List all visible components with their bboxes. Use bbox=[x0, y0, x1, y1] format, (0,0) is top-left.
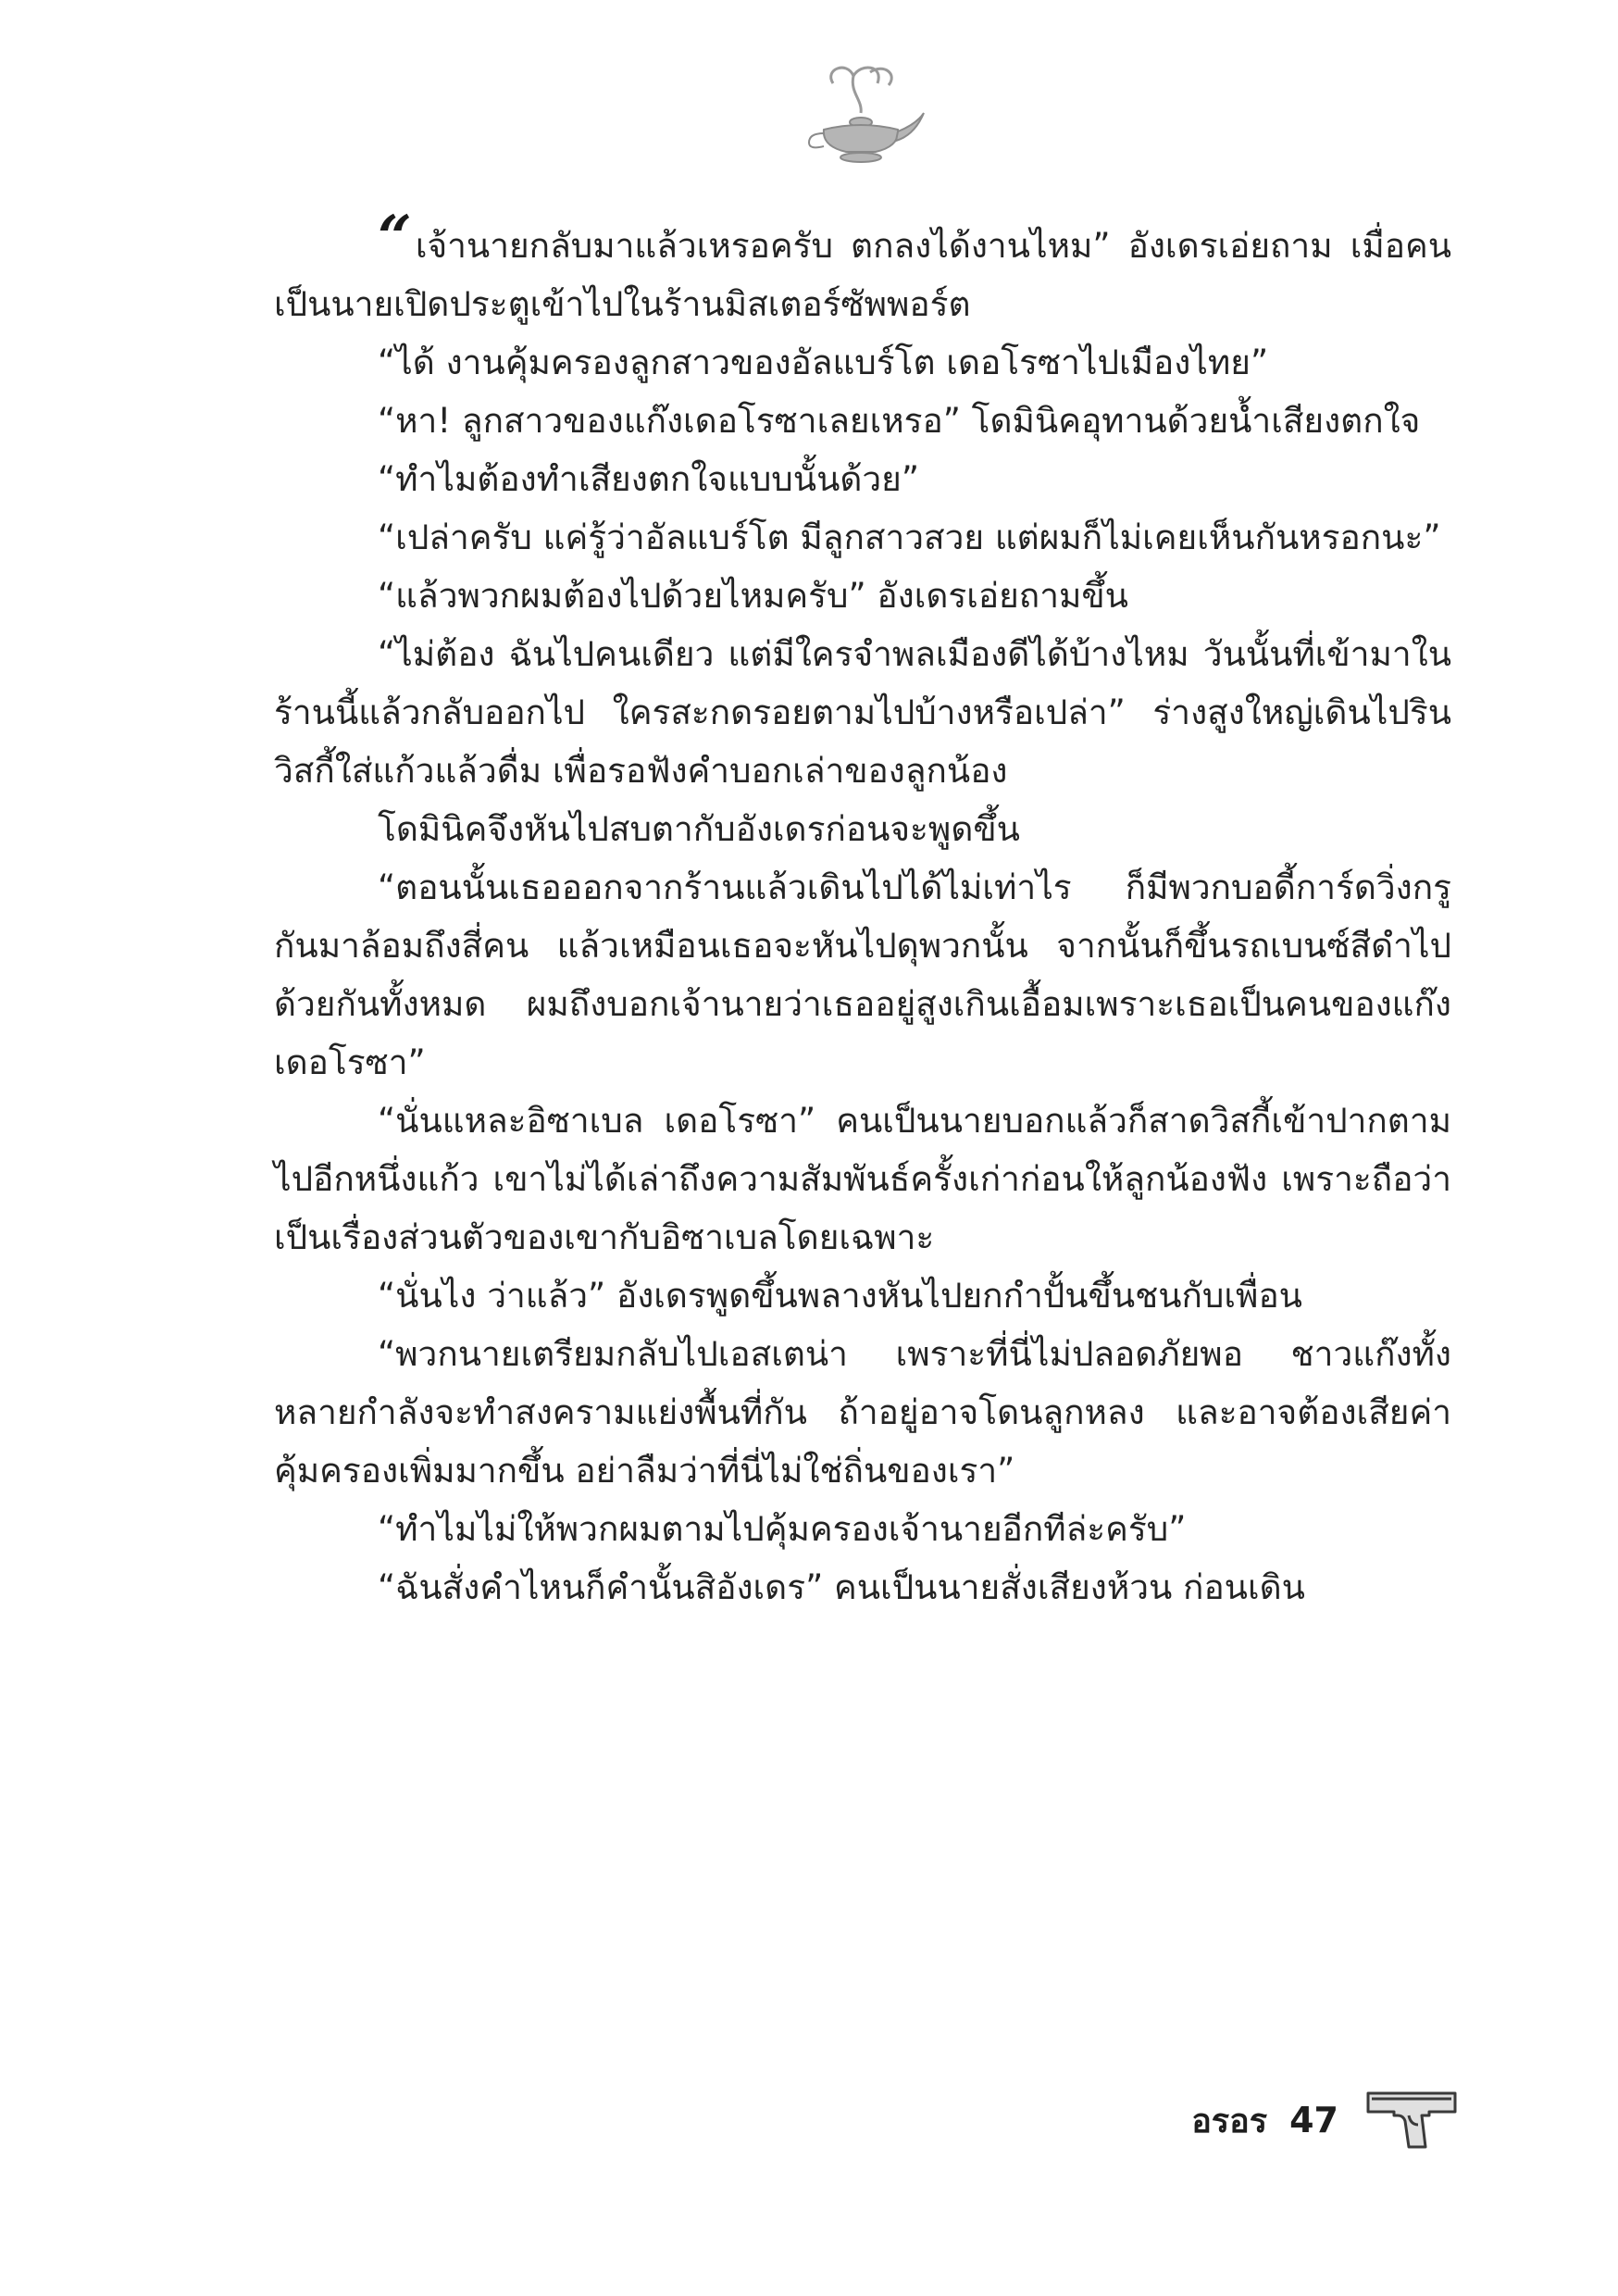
page-footer bbox=[1191, 2088, 1461, 2152]
genie-lamp-icon bbox=[796, 56, 926, 167]
paragraph: “หา! ลูกสาวของแก๊งเดอโรซาเลยเหรอ” โดมินิคอุทานด้วยน้ำเสียงตกใจ bbox=[378, 401, 1421, 441]
paragraph bbox=[274, 203, 1451, 333]
paragraph: “นั่นไง ว่าแล้ว” อังเดรพูดขึ้นพลางหันไปยกกำปั้นขึ้นชนกับเพื่อน bbox=[378, 1276, 1302, 1316]
paragraph: “ทำไมต้องทำเสียงตกใจแบบนั้นด้วย” bbox=[378, 459, 920, 499]
paragraph: “ไม่ต้อง ฉันไปคนเดียว แต่มีใครจำพลเมืองดีได้บ้างไหม วันนั้นที่เข้ามาในร้านนี้แล้วกลับออกไป ใครสะกดรอยตามไปบ้างหรือเปล่า” ร่างสูงใหญ่เดินไปรินวิสกี้ใส่แก้วแล้วดื่ม เพื่อรอฟังคำบอกเล่าของลูกน้อง bbox=[274, 634, 1451, 791]
paragraph: โดมินิคจึงหันไปสบตากับอังเดรก่อนจะพูดขึ้น bbox=[378, 809, 1020, 849]
opening-quote-mark: “ bbox=[378, 203, 412, 272]
body-text bbox=[274, 203, 1451, 1616]
page-number: 47 bbox=[1289, 2100, 1338, 2140]
paragraph: “ได้ งานคุ้มครองลูกสาวของอัลแบร์โต เดอโรซาไปเมืองไทย” bbox=[378, 343, 1269, 382]
paragraph: “ฉันสั่งคำไหนก็คำนั้นสิอังเดร” คนเป็นนายสั่งเสียงห้วน ก่อนเดิน bbox=[378, 1567, 1305, 1607]
paragraph: “เปล่าครับ แค่รู้ว่าอัลแบร์โต มีลูกสาวสวย แต่ผมก็ไม่เคยเห็นกันหรอกนะ” bbox=[378, 518, 1441, 557]
paragraph: “นั่นแหละอิซาเบล เดอโรซา” คนเป็นนายบอกแล้วก็สาดวิสกี้เข้าปากตามไปอีกหนึ่งแก้ว เขาไม่ได้เล่าถึงความสัมพันธ์ครั้งเก่าก่อนให้ลูกน้องฟัง เพราะถือว่าเป็นเรื่องส่วนตัวของเขากับอิซาเบลโดยเฉพาะ bbox=[274, 1101, 1451, 1257]
paragraph: “ตอนนั้นเธอออกจากร้านแล้วเดินไปได้ไม่เท่าไร ก็มีพวกบอดี้การ์ดวิ่งกรูกันมาล้อมถึงสี่คน แล้วเหมือนเธอจะหันไปดุพวกนั้น จากนั้นก็ขึ้นรถเบนซ์สีดำไปด้วยกันทั้งหมด ผมถึงบอกเจ้านายว่าเธออยู่สูงเกินเอื้อมเพราะเธอเป็นคนของแก๊งเดอโรซา” bbox=[274, 867, 1451, 1082]
paragraph-text: เจ้านายกลับมาแล้วเหรอครับ ตกลงได้งานไหม” อังเดรเอ่ยถาม เมื่อคนเป็นนายเปิดประตูเข้าไปในร้านมิสเตอร์ซัพพอร์ต bbox=[274, 226, 1451, 324]
paragraph: “พวกนายเตรียมกลับไปเอสเตน่า เพราะที่นี่ไม่ปลอดภัยพอ ชาวแก๊งทั้งหลายกำลังจะทำสงครามแย่งพื้นที่กัน ถ้าอยู่อาจโดนลูกหลง และอาจต้องเสียค่าคุ้มครองเพิ่มมากขึ้น อย่าลืมว่าที่นี่ไม่ใช่ถิ่นของเรา” bbox=[274, 1334, 1451, 1491]
paragraph: “ทำไมไม่ให้พวกผมตามไปคุ้มครองเจ้านายอีกทีล่ะครับ” bbox=[378, 1509, 1187, 1549]
author-name: อรอร bbox=[1191, 2102, 1268, 2140]
pistol-icon bbox=[1364, 2088, 1461, 2152]
paragraph: “แล้วพวกผมต้องไปด้วยไหมครับ” อังเดรเอ่ยถามขึ้น bbox=[378, 576, 1128, 616]
